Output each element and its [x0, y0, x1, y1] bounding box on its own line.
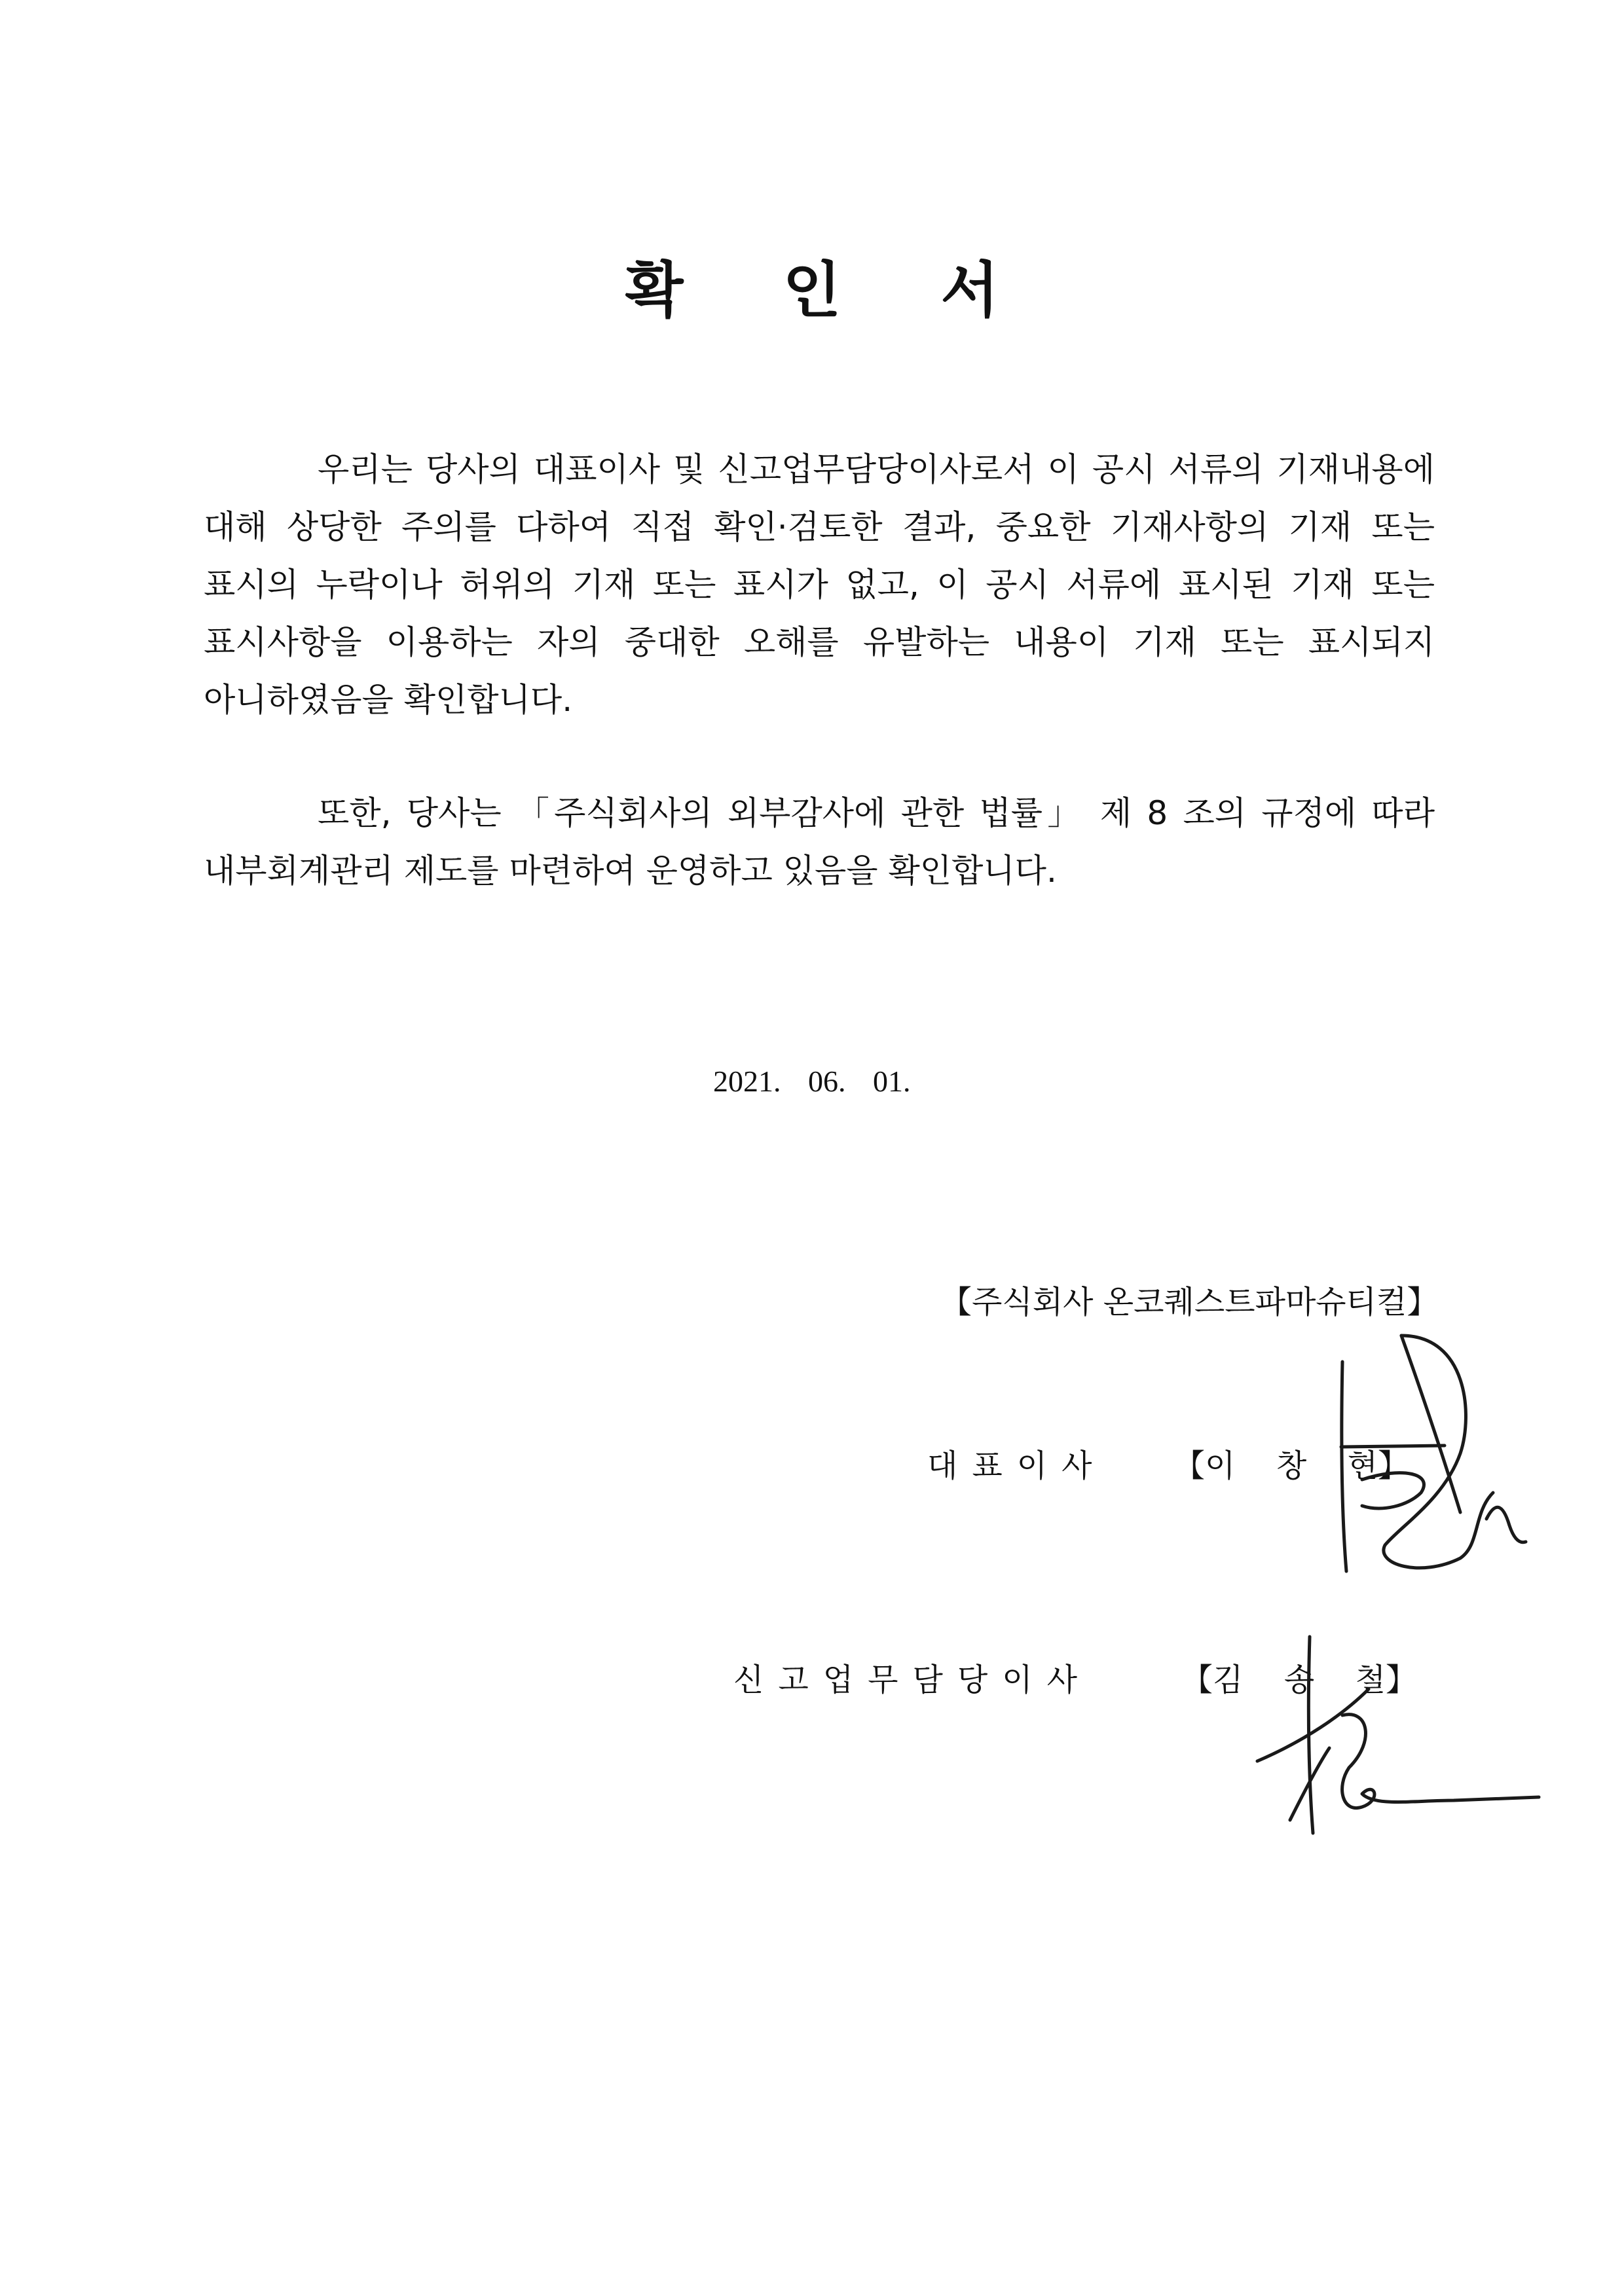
paragraph-line: 아니하였음을 확인합니다.: [204, 681, 573, 719]
name-part: 【김: [1181, 1662, 1244, 1698]
signature-ceo: [1323, 1296, 1617, 1591]
name-part: 【이: [1173, 1448, 1236, 1484]
signer-role-disclosure-officer: 신고업무담당이사: [733, 1662, 1092, 1698]
signer-role-ceo: 대표이사: [927, 1448, 1107, 1484]
paragraph-line: 내부회계관리 제도를 마련하여 운영하고 있음을 확인합니다.: [204, 852, 1057, 890]
paragraph-line: 표시사항을 이용하는 자의 중대한 오해를 유발하는 내용이 기재 또는 표시되지: [204, 623, 1435, 661]
paragraph-internal-control: [204, 784, 1435, 900]
name-part: 현】: [1347, 1448, 1409, 1484]
signature-disclosure-officer: [1244, 1617, 1545, 1866]
name-part: 창: [1276, 1448, 1307, 1484]
document-title: 확 인 서: [625, 255, 1039, 325]
company-name: 【주식회사 온코퀘스트파마슈티컬】: [940, 1284, 1439, 1321]
name-part: 철】: [1355, 1662, 1417, 1698]
name-part: 송: [1283, 1662, 1315, 1698]
paragraph-line: 표시의 누락이나 허위의 기재 또는 표시가 없고, 이 공시 서류에 표시된 기재 또는: [204, 566, 1435, 604]
paragraph-line: 우리는 당사의 대표이사 및 신고업무담당이사로서 이 공시 서류의 기재내용에: [318, 450, 1435, 488]
paragraph-line: 또한, 당사는 「주식회사의 외부감사에 관한 법률」 제 8 조의 규정에 따라: [318, 794, 1435, 832]
paragraph-line: 대해 상당한 주의를 다하여 직접 확인·검토한 결과, 중요한 기재사항의 기재 또는: [204, 508, 1435, 546]
paragraph-confirmation: [204, 441, 1435, 729]
document-date: 2021. 06. 01.: [713, 1065, 911, 1098]
